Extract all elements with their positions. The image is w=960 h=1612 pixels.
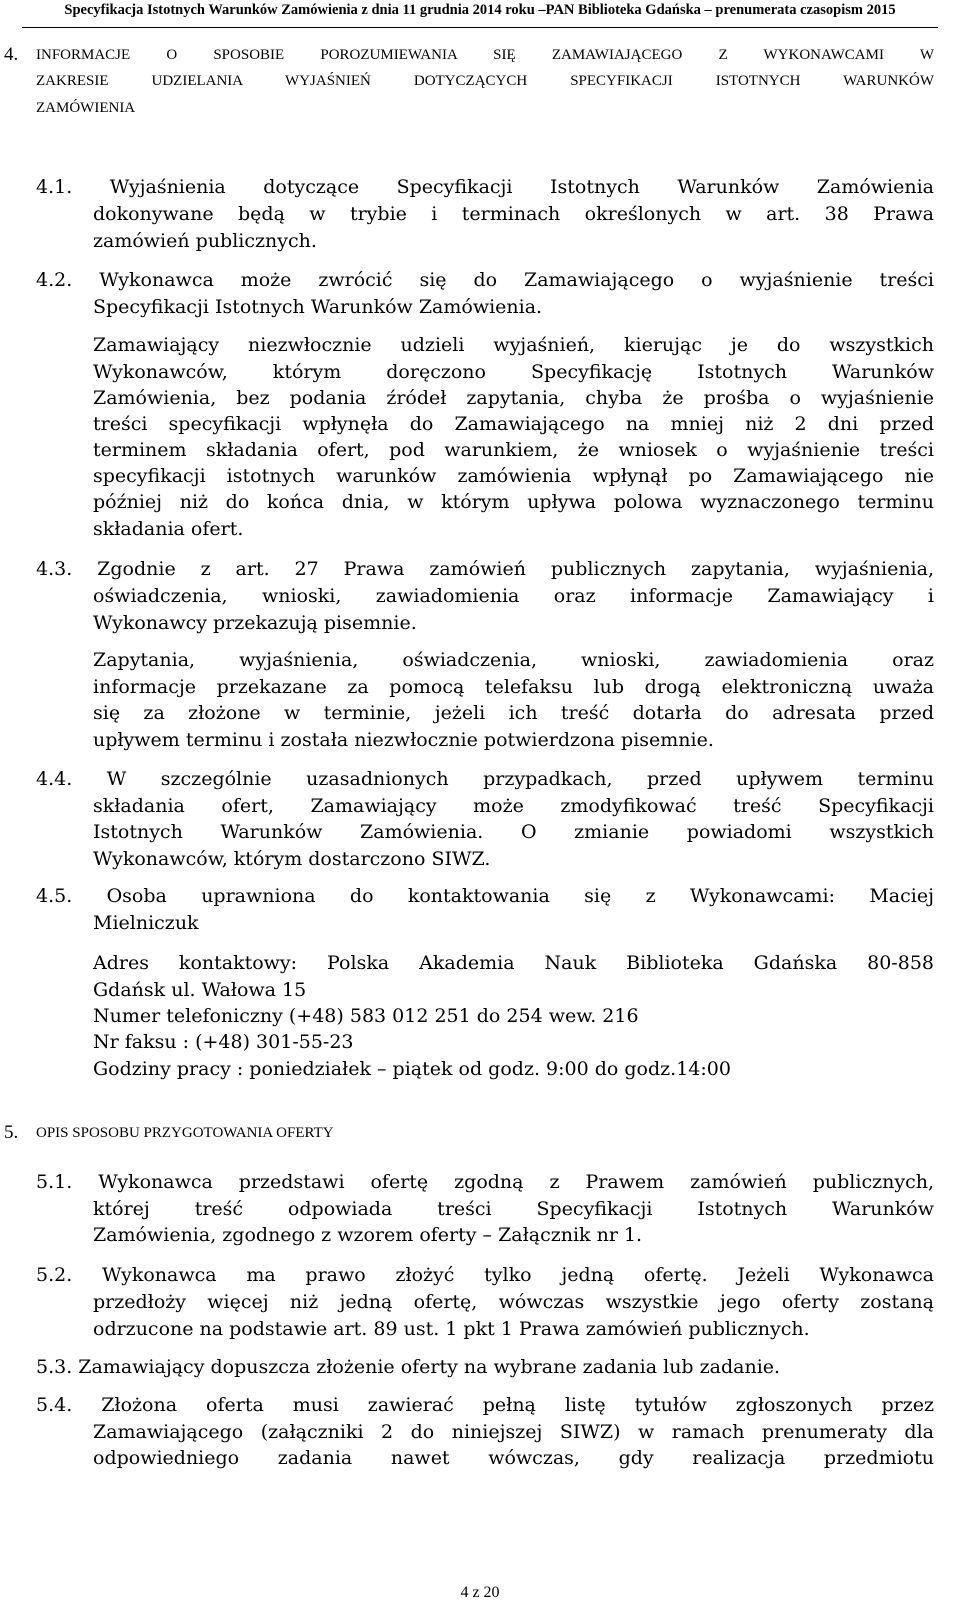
para-4-5-line: 4.5. Osoba uprawniona do kontaktowania się z Wykonawcami: Maciej	[36, 885, 934, 907]
para-4-1-line: dokonywane będą w trybie i terminach określonych w art. 38 Prawa	[93, 203, 934, 225]
para-5-2-line: przedłoży więcej niż jedną ofertę, wówczas wszystkie jego oferty zostaną	[93, 1291, 934, 1313]
para-4-4-line: Wykonawców, którym dostarczono SIWZ.	[93, 848, 491, 870]
para-4-4-line: 4.4. W szczególnie uzasadnionych przypadkach, przed upływem terminu	[36, 768, 934, 790]
para-4-2-line: 4.2. Wykonawca może zwrócić się do Zamawiającego o wyjaśnienie treści	[36, 269, 934, 291]
para-5-2-line: 5.2. Wykonawca ma prawo złożyć tylko jedną ofertę. Jeżeli Wykonawca	[36, 1264, 934, 1286]
contact-address-line: Adres kontaktowy: Polska Akademia Nauk Biblioteka Gdańska 80-858	[93, 952, 934, 974]
para-4-3b-line: informacje przekazane za pomocą telefaksu lub drogą elektroniczną uważa	[93, 676, 934, 698]
para-4-2b-line: Wykonawców, którym doręczono Specyfikację Istotnych Warunków	[93, 361, 934, 383]
para-4-3-line: 4.3. Zgodnie z art. 27 Prawa zamówień publicznych zapytania, wyjaśnienia,	[36, 558, 934, 580]
para-5-1-line: 5.1. Wykonawca przedstawi ofertę zgodną z Prawem zamówień publicznych,	[36, 1171, 934, 1193]
section-5-number: 5.	[4, 1122, 19, 1143]
contact-address-line: Gdańsk ul. Wałowa 15	[93, 979, 307, 1001]
para-4-3b-line: Zapytania, wyjaśnienia, oświadczenia, wnioski, zawiadomienia oraz	[93, 649, 934, 671]
para-4-4-line: Istotnych Warunków Zamówienia. O zmianie powiadomi wszystkich	[93, 821, 934, 843]
para-4-5-line: Mielniczuk	[93, 912, 199, 934]
para-4-2b-line: Zamówienia, bez podania źródeł zapytania, chyba że prośba o wyjaśnienie	[93, 387, 934, 409]
para-4-3-line: oświadczenia, wnioski, zawiadomienia oraz informacje Zamawiający i	[93, 585, 934, 607]
section-4-title-line-1: INFORMACJE O SPOSOBIE POROZUMIEWANIA SIĘ ZAMAWIAJĄCEGO Z WYKONAWCAMI W	[36, 47, 934, 63]
para-4-3b-line: upływem terminu i została niezwłocznie potwierdzona pisemnie.	[93, 729, 714, 751]
section-5-title: OPIS SPOSOBU PRZYGOTOWANIA OFERTY	[36, 1125, 334, 1141]
para-4-4-line: składania ofert, Zamawiający może zmodyfikować treść Specyfikacji	[93, 795, 934, 817]
para-4-2-line: Specyfikacji Istotnych Warunków Zamówienia.	[93, 296, 543, 318]
para-4-2b-line: później niż do końca dnia, w którym upływa polowa wyznaczonego terminu	[93, 491, 934, 513]
section-4-number: 4.	[4, 44, 19, 65]
para-5-4-line: 5.4. Złożona oferta musi zawierać pełną listę tytułów zgłoszonych przez	[36, 1394, 934, 1416]
page-number: 4 z 20	[460, 1584, 500, 1601]
contact-phone: Numer telefoniczny (+48) 583 012 251 do 254 wew. 216	[93, 1005, 639, 1027]
para-4-3b-line: się za złożone w terminie, jeżeli ich treść dotarła do adresata przed	[93, 702, 934, 724]
para-4-1-line: zamówień publicznych.	[93, 230, 317, 252]
section-4-title-line-2: ZAKRESIE UDZIELANIA WYJAŚNIEŃ DOTYCZĄCYCH SPECYFIKACJI ISTOTNYCH WARUNKÓW	[36, 73, 934, 89]
para-4-2b-line: treści specyfikacji wpłynęła do Zamawiającego na mniej niż 2 dni przed	[93, 413, 934, 435]
para-4-3-line: Wykonawcy przekazują pisemnie.	[93, 612, 417, 634]
para-5-1-line: Zamówienia, zgodnego z wzorem oferty – Załącznik nr 1.	[93, 1224, 643, 1246]
para-5-4-line: Zamawiającego (załączniki 2 do niniejszej SIWZ) w ramach prenumeraty dla	[93, 1421, 934, 1443]
contact-fax: Nr faksu : (+48) 301-55-23	[93, 1031, 354, 1053]
contact-hours: Godziny pracy : poniedziałek – piątek od godz. 9:00 do godz.14:00	[93, 1058, 731, 1080]
para-5-3-line: 5.3. Zamawiający dopuszcza złożenie oferty na wybrane zadania lub zadanie.	[36, 1356, 781, 1378]
para-4-2b-line: terminem składania ofert, pod warunkiem, że wniosek o wyjaśnienie treści	[93, 439, 934, 461]
para-4-1-line: 4.1. Wyjaśnienia dotyczące Specyfikacji Istotnych Warunków Zamówienia	[36, 176, 934, 198]
para-5-4-line: odpowiedniego zadania nawet wówczas, gdy realizacja przedmiotu	[93, 1447, 934, 1469]
section-4-title-line-3: ZAMÓWIENIA	[36, 100, 136, 116]
para-4-2b-line: Zamawiający niezwłocznie udzieli wyjaśnień, kierując je do wszystkich	[93, 334, 934, 356]
para-4-2b-line: składania ofert.	[93, 518, 244, 540]
para-5-2-line: odrzucone na podstawie art. 89 ust. 1 pkt 1 Prawa zamówień publicznych.	[93, 1318, 810, 1340]
para-5-1-line: której treść odpowiada treści Specyfikacji Istotnych Warunków	[93, 1198, 934, 1220]
para-4-2b-line: specyfikacji istotnych warunków zamówienia wpłynął po Zamawiającego nie	[93, 465, 934, 487]
page-header: Specyfikacja Istotnych Warunków Zamówienia z dnia 11 grudnia 2014 roku –PAN Biblioteka Gdańska – prenumerata czasopism 2015	[22, 0, 938, 28]
